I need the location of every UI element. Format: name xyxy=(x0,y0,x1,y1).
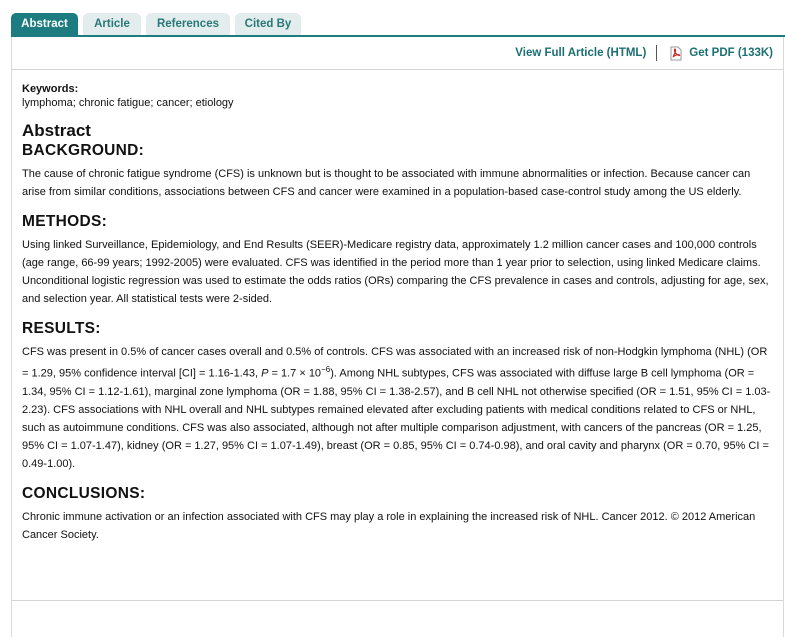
keywords-label: Keywords: xyxy=(22,83,79,95)
tab-article[interactable]: Article xyxy=(83,13,141,36)
get-pdf-link[interactable]: Get PDF (133K) xyxy=(689,47,773,59)
view-full-article-link[interactable]: View Full Article (HTML) xyxy=(515,47,647,59)
results-text xyxy=(22,343,772,473)
background-heading: BACKGROUND: xyxy=(22,142,145,159)
tab-bar xyxy=(11,13,306,36)
methods-heading: METHODS: xyxy=(22,213,108,230)
toolbar-divider xyxy=(656,45,657,61)
keywords-list: lymphoma; chronic fatigue; cancer; etiology xyxy=(22,97,234,109)
results-text-part-1: CFS was present in 0.5% of cancer cases overall and 0.5% of controls. CFS was associated with an increased risk of non-Hodgkin lymphoma (NHL) (OR = 1.29, 95% confidence interval [CI] = 1.16-1.43, xyxy=(22,346,768,380)
abstract-panel xyxy=(11,37,784,637)
results-heading: RESULTS: xyxy=(22,320,101,337)
conclusions-heading: CONCLUSIONS: xyxy=(22,484,146,502)
tab-references[interactable]: References xyxy=(146,13,230,36)
abstract-title: Abstract xyxy=(22,121,91,140)
methods-text: Using linked Surveillance, Epidemiology, and End Results (SEER)-Medicare registry data, approximately 1.2 million cancer cases and 100,000 controls (age range, 66-99 years; 1992-2005) were evaluated. CFS was identified in the period more than 1 year prior to selection, using linked Medicare claims. Unconditional logistic regression was used to estimate the odds ratios (ORs) comparing the CFS prevalence in cases and controls, adjusting for age, sex, and selection year. All statistical tests were 2-sided. xyxy=(22,239,769,305)
results-text-part-3: ). Among NHL subtypes, CFS was associated with diffuse large B cell lymphoma (OR = 1.34, 95% CI = 1.12-1.61), marginal zone lymphoma (OR = 1.88, 95% CI = 1.38-2.57), and B cell NHL not otherwise specified (OR = 1.51, 95% CI = 1.03-2.23). CFS associations with NHL overall and NHL subtypes remained elevated after excluding patients with medical conditions related to CFS or NHL, such as autoimmune conditions. CFS was also associated, although not after multiple comparison adjustment, with cancers of the pancreas (OR = 1.25, 95% CI = 1.07-1.47), kidney (OR = 1.27, 95% CI = 1.07-1.49), breast (OR = 0.85, 95% CI = 0.74-0.98), and oral cavity and pharynx (OR = 0.70, 95% CI = 0.49-1.00). xyxy=(22,367,771,470)
results-exponent: −6 xyxy=(321,365,331,374)
panel-bottom-rule xyxy=(12,600,783,601)
background-text: The cause of chronic fatigue syndrome (CFS) is unknown but is thought to be associated with immune abnormalities or infection. Because cancer can arise from similar conditions, associations between CFS and cancer were examined in a population-based case-control study among the US elderly. xyxy=(22,168,751,198)
tab-cited-by[interactable]: Cited By xyxy=(235,13,301,36)
tab-abstract[interactable]: Abstract xyxy=(11,13,78,36)
results-p-symbol: P xyxy=(261,367,269,380)
article-toolbar xyxy=(515,45,773,61)
results-text-part-2: = 1.7 × 10 xyxy=(268,367,322,380)
conclusions-text: Chronic immune activation or an infection associated with CFS may play a role in explaining the increased risk of NHL. Cancer 2012. © 2012 American Cancer Society. xyxy=(22,510,756,541)
toolbar-divider-rule xyxy=(12,69,783,70)
abstract-content xyxy=(22,82,772,544)
pdf-icon[interactable] xyxy=(669,46,682,61)
